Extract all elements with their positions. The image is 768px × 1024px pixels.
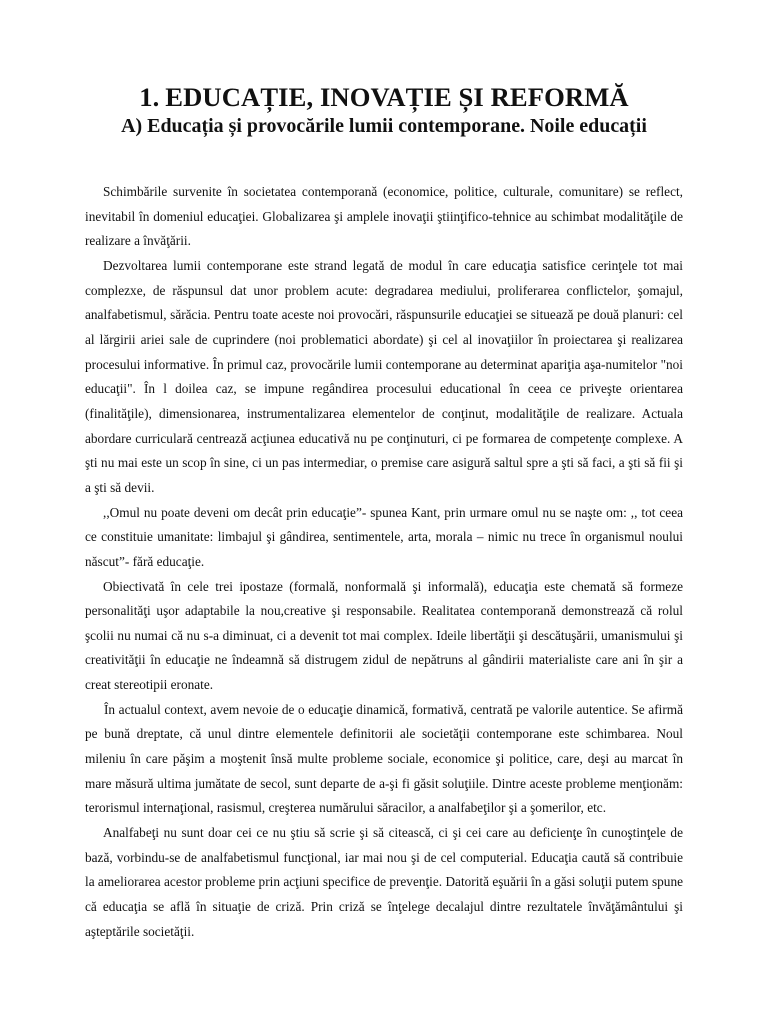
paragraph: Schimbările survenite în societatea contemporană (economice, politice, culturale, comunitare) se reflect, inevitabil în domeniul educaţiei. Globalizarea şi amplele inovaţii ştiinţifico-tehnice au schimbat modalităţile de realizare a învăţării. [85,184,683,249]
document-body [85,180,683,944]
chapter-title [85,82,683,112]
paragraph: Obiectivată în cele trei ipostaze (formală, nonformală şi informală), educaţia este chemată să formeze personalităţi uşor adaptabile la nou,creative şi responsabile. Realitatea contemporană demonstrează că rolul şcolii nu numai că nu s-a diminuat, ci a devenit tot mai complex. Ideile libertăţii şi descătuşării, umanismului şi creativităţii în educaţie ne îndeamnă să distrugem zidul de nepătruns al gândirii materialiste care ani în şir a creat stereotipii eronate. [85,578,683,693]
chapter-title-text: EDUCAȚIE, INOVAȚIE ȘI REFORMĂ [165,82,629,112]
paragraph: Dezvoltarea lumii contemporane este strand legată de modul în care educaţia satisfice cerinţele tot mai complezxe, de răspunsul dat unor problem acute: degradarea mediului, proliferarea conflictelor, şomajul, analfabetismul, sărăcia. Pentru toate aceste noi provocări, răspunsurile educaţiei se situează pe două planuri: cel al lărgirii ariei sale de cuprindere (noi problematici abordate) şi cel al inovaţiilor în proiectarea şi realizarea procesului informative. În primul caz, provocările lumii contemporane au determinat apariţia aşa-numitelor "noi educaţii". În l doilea caz, se impune regândirea procesului educational în ceea ce priveşte orientarea (finalităţile), dimensionarea, instrumentalizarea elementelor de conţinut, modalităţile de realizare. Actuala abordare curriculară centrează acţiunea educativă nu pe conţinuturi, ci pe formarea de competenţe complexe. A şti nu mai este un scop în sine, ci un pas intermediar, o premise care asigură saltul spre a şti să faci, a şti să fii şi a şti să devii. [85,257,683,495]
chapter-number: 1. [139,82,160,112]
section-title: A) Educația și provocările lumii contemporane. Noile educații [121,115,647,137]
document-page [85,82,683,944]
paragraph: În actualul context, avem nevoie de o educaţie dinamică, formativă, centrată pe valorile autentice. Se afirmă pe bună dreptate, că unul dintre elementele definitorii ale societăţii contemporane este schimbarea. Noul mileniu în care păşim a moştenit însă multe probleme sociale, economice şi politice, care, deşi au marcat în mare măsură ultima jumătate de secol, sunt departe de a-şi fi găsit soluţiile. Dintre aceste probleme menţionăm: terorismul internaţional, rasismul, creşterea numărului săracilor, a analfabeţilor şi a şomerilor, etc. [85,701,683,816]
paragraph: Analfabeţi nu sunt doar cei ce nu ştiu să scrie şi să citească, ci şi cei care au deficienţe în cunoştinţele de bază, vorbindu-se de analfabetismul funcţional, iar mai nou şi de cel computerial. Educaţia caută să contribuie la ameliorarea acestor probleme prin acţiuni specifice de prevenţie. Datorită eşuării în a găsi soluţii putem spune că educaţia se află în situaţie de criză. Prin criză se înţelege decalajul dintre rezultatele învăţământului şi aşteptările societăţii. [85,825,683,939]
paragraph: ,,Omul nu poate deveni om decât prin educaţie”- spunea Kant, prin urmare omul nu se naşte om: ,, tot ceea ce constituie umanitate: limbajul şi gândirea, sentimentele, arta, morala – nimic nu trece în organismul noului născut”- fără educaţie. [85,504,683,569]
